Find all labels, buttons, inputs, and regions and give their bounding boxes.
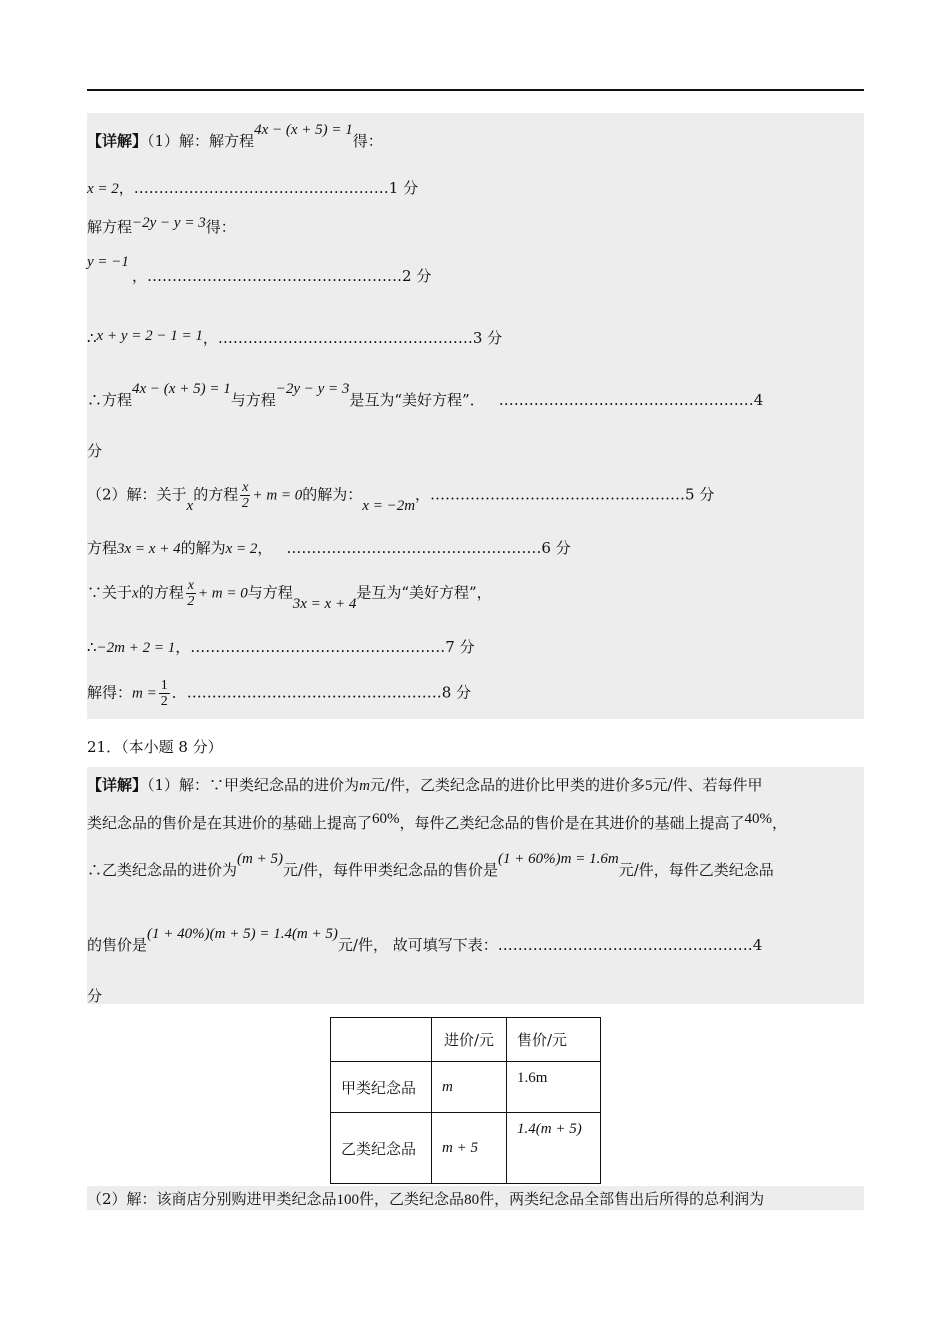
table-row: [331, 1113, 601, 1184]
q21-line-4: 的售价是(1 + 40%)(m + 5) = 1.4(m + 5)元/件， 故可填写下表：……………………………………………4: [87, 926, 763, 954]
table-cell: 乙类纪念品: [331, 1113, 432, 1184]
fraction: $\frac{x}{2}$: [187, 578, 195, 609]
equation: (1 + 60%)m = 1.6m: [498, 851, 619, 867]
q21-line-2: 类纪念品的售价是在其进价的基础上提高了60%，每件乙类纪念品的售价是在其进价的基础上提高了40%，: [87, 811, 788, 832]
equation: x = 2: [225, 541, 258, 557]
line-12: 解得：m = $\frac{1}{2}$ ．……………………………………………8 分: [87, 678, 472, 709]
score: 4: [753, 391, 764, 409]
line-4b: ，……………………………………………2 分: [132, 267, 432, 285]
line-6: ∴方程4x − (x + 5) = 1与方程−2y − y = 3是互为“美好方程”． ……………………………………………4: [87, 381, 764, 409]
q21-line-5: 分: [87, 987, 103, 1005]
equation: 3x = x + 4: [117, 541, 181, 557]
table-row: [331, 1062, 601, 1113]
equation: −2m + 2 = 1: [96, 640, 176, 656]
table-header-cell: [331, 1018, 432, 1062]
equation: 4x − (x + 5) = 1: [132, 381, 231, 397]
score: 5 分: [685, 485, 715, 504]
header-rule: [87, 89, 864, 91]
line-9: 方程3x = x + 4的解为x = 2， ……………………………………………6 分: [87, 539, 571, 557]
q21-line-1: 【详解】（1）解：∵甲类纪念品的进价为m元/件，乙类纪念品的进价比甲类的进价多5元/件、若每件甲: [87, 776, 763, 794]
equation: (1 + 40%)(m + 5) = 1.4(m + 5): [147, 926, 338, 942]
line-8: （2）解：关于x的方程 $\frac{x}{2}$ + m = 0的解为：x = −2m，……………………………………………5 分: [87, 480, 715, 514]
line-10: ∵关于x的方程 $\frac{x}{2}$ + m = 0与方程3x = x + 4是互为“美好方程”，: [87, 578, 492, 612]
table-cell: 1.6m: [507, 1062, 601, 1113]
question-21-title: 21．（本小题 8 分）: [87, 738, 223, 756]
equation: −2y − y = 3: [275, 381, 350, 397]
detail-tag: 【详解】: [87, 776, 148, 794]
equation: x = −2m: [362, 497, 416, 514]
equation: 4x − (x + 5) = 1: [254, 122, 353, 138]
equation: y = −1: [87, 254, 129, 270]
line-2: x = 2，……………………………………………1 分: [87, 179, 419, 197]
part2-line: （2）解：该商店分别购进甲类纪念品100件，乙类纪念品80件，两类纪念品全部售出后所得的总利润为: [87, 1190, 765, 1208]
variable: x: [132, 585, 139, 602]
equation: 3x = x + 4: [292, 595, 357, 612]
table-header-row: [331, 1018, 601, 1062]
fraction: $\frac{x}{2}$: [241, 480, 249, 511]
equation: m =: [132, 685, 157, 702]
score: 8 分: [441, 683, 472, 702]
equation: + m = 0: [252, 487, 303, 504]
line-3: 解方程−2y − y = 3得：: [87, 215, 236, 236]
line-4: [87, 251, 129, 272]
equation: x = 2: [87, 181, 119, 197]
q21-line-3: ∴乙类纪念品的进价为(m + 5)元/件，每件甲类纪念品的售价是(1 + 60%)m = 1.6m元/件，每件乙类纪念品: [87, 851, 774, 879]
solution-block-shade: [87, 113, 864, 719]
score: 2 分: [402, 267, 432, 285]
line-1: 【详解】（1）解：解方程4x − (x + 5) = 1得：: [87, 122, 383, 150]
line-11: ∴−2m + 2 = 1，……………………………………………7 分: [87, 638, 475, 656]
equation: −2y − y = 3: [132, 215, 206, 231]
score: 3 分: [472, 329, 503, 347]
score: 6 分: [541, 539, 571, 557]
equation: (m + 5): [237, 851, 283, 867]
table-header-cell: 售价/元: [507, 1018, 601, 1062]
table-header-cell: 进价/元: [432, 1018, 507, 1062]
fraction: $\frac{1}{2}$: [160, 678, 168, 709]
q21-block-shade: [87, 767, 864, 1004]
price-table: [330, 1017, 601, 1184]
table-cell: m + 5: [432, 1113, 507, 1184]
line-7: 分: [87, 442, 103, 460]
detail-tag: 【详解】: [87, 132, 148, 150]
score: 7 分: [445, 638, 475, 656]
table-cell: 1.4(m + 5): [507, 1113, 601, 1184]
table-cell: m: [432, 1062, 507, 1113]
table-cell: 甲类纪念品: [331, 1062, 432, 1113]
equation: x + y = 2 − 1 = 1: [96, 328, 203, 344]
score: 1 分: [388, 179, 419, 197]
line-5: ∴x + y = 2 − 1 = 1，……………………………………………3 分: [87, 328, 503, 347]
equation: + m = 0: [197, 585, 248, 602]
variable: x: [186, 497, 194, 514]
score: 4: [752, 936, 763, 954]
